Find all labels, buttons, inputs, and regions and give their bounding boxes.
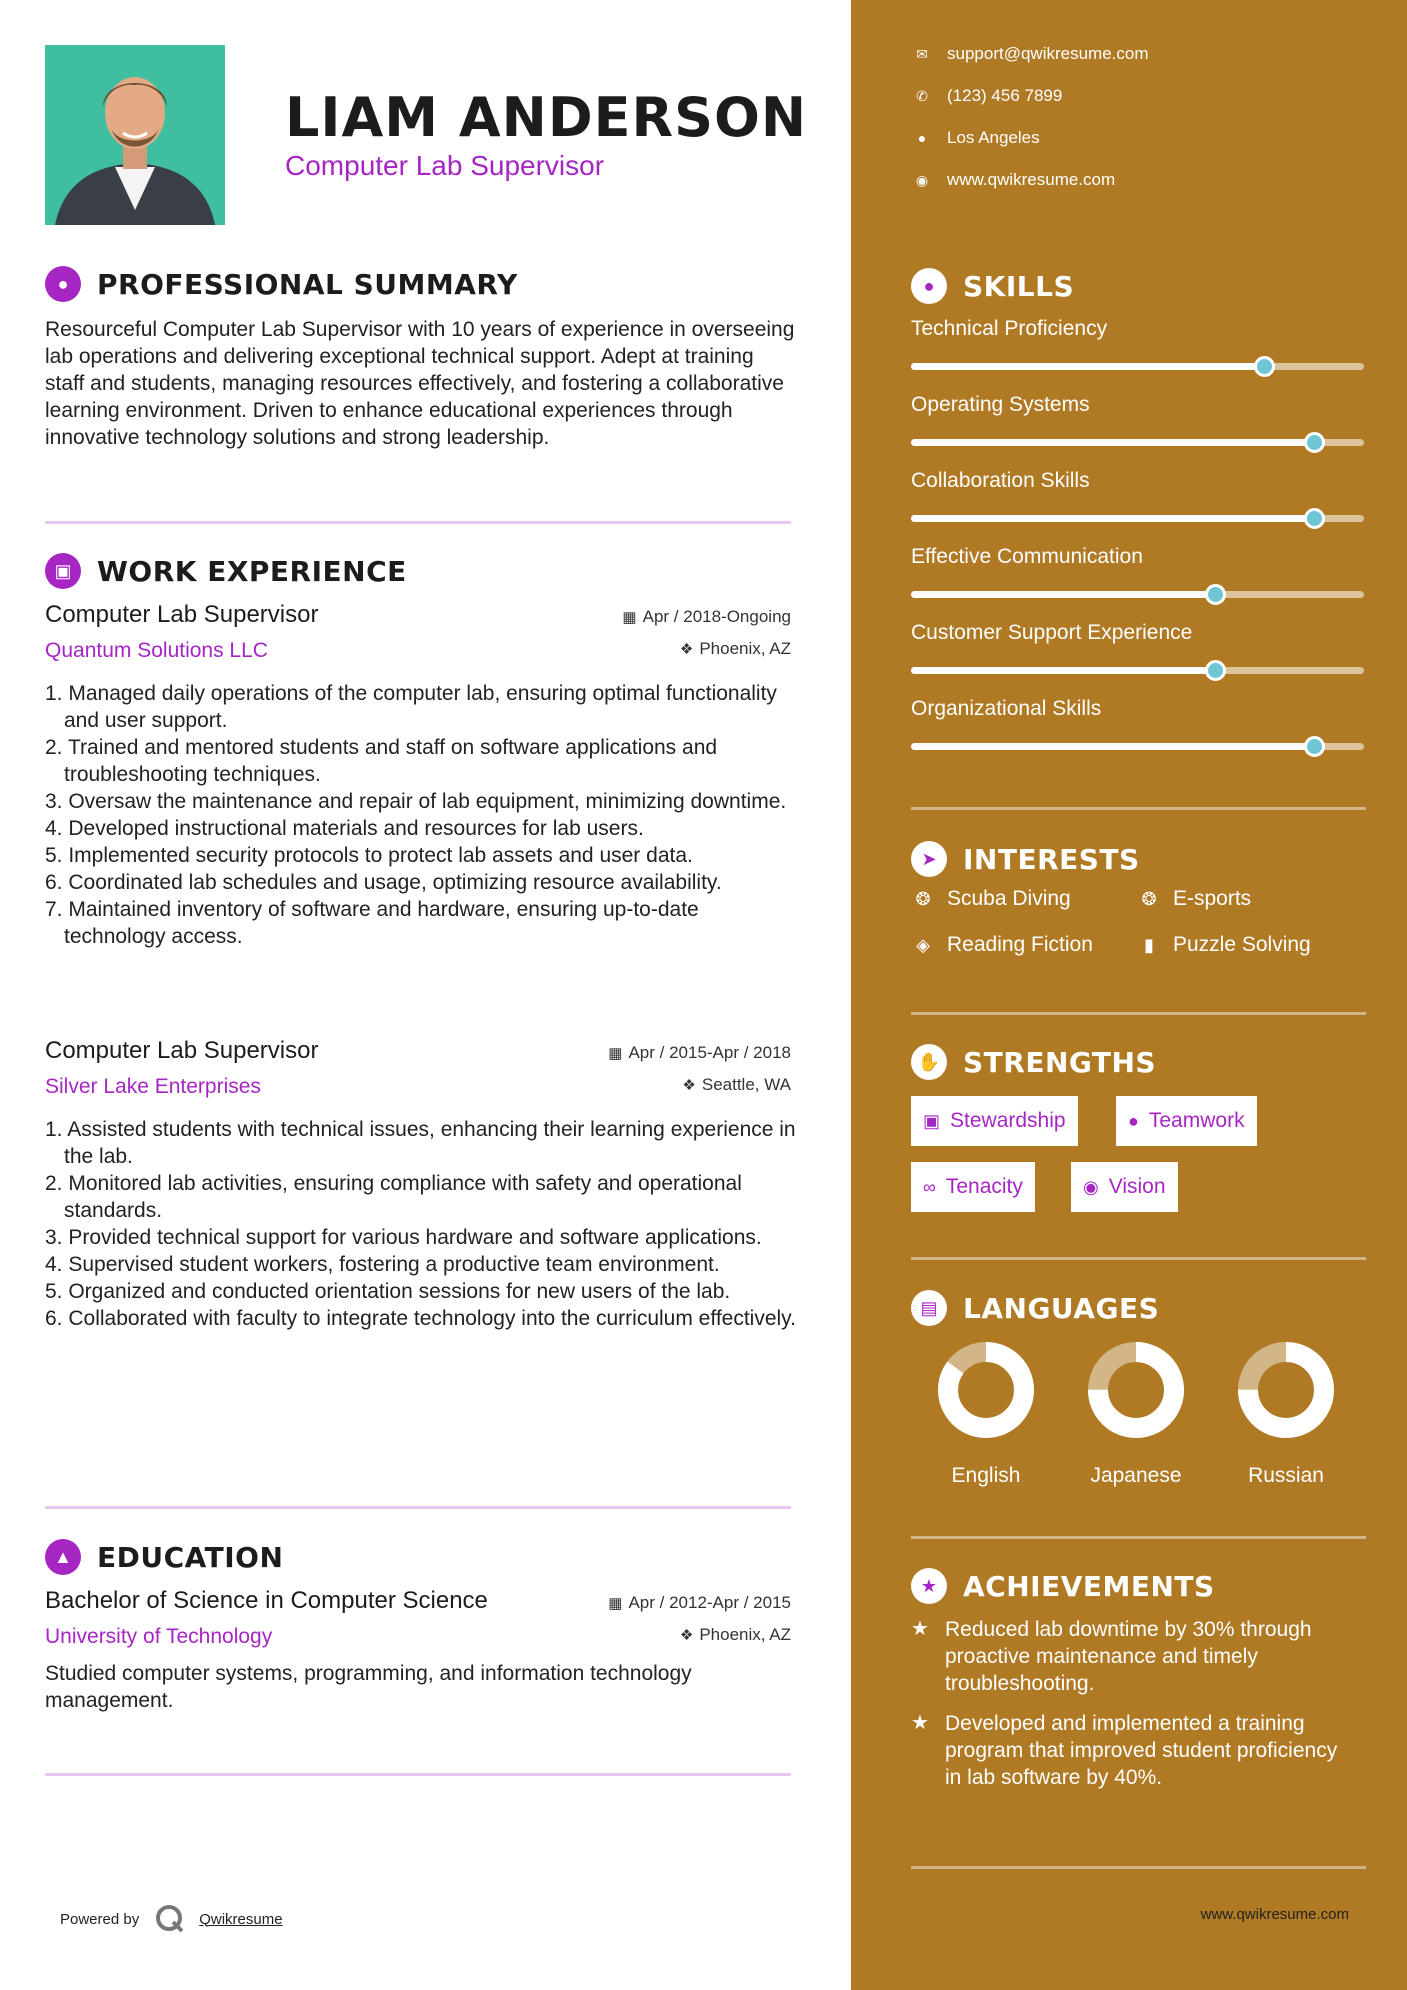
interests-title: INTERESTS bbox=[963, 842, 1140, 876]
fist-icon: ✋ bbox=[911, 1044, 947, 1080]
envelope-icon: ✉ bbox=[916, 45, 928, 62]
interest-item bbox=[1137, 933, 1311, 957]
job-date bbox=[608, 1043, 791, 1063]
language-ring bbox=[1086, 1340, 1186, 1440]
achievement-text: Reduced lab downtime by 30% through proactive maintenance and timely troubleshooting. bbox=[945, 1618, 1312, 1695]
skill-item bbox=[911, 697, 1366, 750]
skill-bar-fill bbox=[911, 743, 1314, 750]
job-location bbox=[680, 639, 791, 659]
job-location-text: Seattle, WA bbox=[701, 1075, 791, 1094]
education-date-text: Apr / 2012-Apr / 2015 bbox=[628, 1593, 791, 1612]
languages-title: LANGUAGES bbox=[963, 1291, 1160, 1325]
strength-label: Tenacity bbox=[945, 1175, 1023, 1198]
strength-chip bbox=[1116, 1096, 1257, 1146]
section-divider bbox=[911, 1257, 1366, 1260]
skill-bar bbox=[911, 363, 1364, 370]
achievement-item bbox=[911, 1710, 1351, 1791]
language-ring bbox=[1236, 1340, 1336, 1440]
education-heading bbox=[45, 1539, 283, 1575]
achievements-title: ACHIEVEMENTS bbox=[963, 1569, 1215, 1603]
skill-item bbox=[911, 545, 1366, 598]
skill-label: Technical Proficiency bbox=[911, 317, 1108, 340]
experience-title: WORK EXPERIENCE bbox=[97, 554, 407, 588]
languages-heading bbox=[911, 1290, 1159, 1326]
pin-icon: ❖ bbox=[679, 1627, 694, 1644]
skill-bar-knob bbox=[1254, 356, 1275, 377]
link-icon: ∞ bbox=[923, 1176, 936, 1197]
list-item: 1. Assisted students with technical issues, enhancing their learning experience in the lab. bbox=[45, 1118, 796, 1168]
powered-by-label: Powered by bbox=[60, 1910, 140, 1928]
chair-icon: ▣ bbox=[45, 553, 81, 589]
strength-label: Stewardship bbox=[950, 1109, 1066, 1132]
job-role: Computer Lab Supervisor bbox=[45, 1037, 319, 1064]
skill-bar-knob bbox=[1304, 508, 1325, 529]
skill-bar-fill bbox=[911, 591, 1215, 598]
section-divider bbox=[911, 1012, 1366, 1015]
qwikresume-logo-icon bbox=[155, 1904, 185, 1934]
paper-plane-icon: ➤ bbox=[911, 841, 947, 877]
star-icon: ★ bbox=[911, 1568, 947, 1604]
interest-item bbox=[911, 887, 1071, 911]
globe-icon: ◉ bbox=[915, 171, 929, 188]
skill-bar-knob bbox=[1205, 660, 1226, 681]
strength-label: Teamwork bbox=[1148, 1109, 1245, 1132]
interest-item bbox=[911, 933, 1093, 957]
phone-icon: ✆ bbox=[916, 87, 928, 104]
list-item: 1. Managed daily operations of the computer lab, ensuring optimal functionality and user support. bbox=[45, 682, 777, 732]
skill-bar-fill bbox=[911, 515, 1314, 522]
star-icon: ★ bbox=[911, 1712, 929, 1734]
achievement-text: Developed and implemented a training program that improved student proficiency in lab software by 40%. bbox=[945, 1712, 1338, 1789]
job-date-text: Apr / 2015-Apr / 2018 bbox=[628, 1043, 791, 1062]
profile-photo-image bbox=[45, 45, 225, 225]
skill-item bbox=[911, 393, 1366, 446]
skill-label: Operating Systems bbox=[911, 393, 1090, 416]
profile-photo bbox=[45, 45, 225, 225]
candidate-name: LIAM ANDERSON bbox=[285, 86, 808, 149]
language-item bbox=[1066, 1340, 1206, 1488]
skill-item bbox=[911, 469, 1366, 522]
skill-bar-fill bbox=[911, 667, 1215, 674]
skill-bar-knob bbox=[1304, 736, 1325, 757]
lifebuoy-icon: ❂ bbox=[915, 888, 931, 909]
language-label: Japanese bbox=[1090, 1464, 1182, 1487]
sidebar bbox=[851, 0, 1407, 1990]
map-pin-icon: ● bbox=[917, 130, 927, 146]
list-item: 2. Trained and mentored students and staff on software applications and troubleshooting techniques. bbox=[45, 736, 718, 786]
skill-item bbox=[911, 317, 1366, 370]
lifebuoy-icon: ❂ bbox=[1141, 888, 1157, 909]
user-icon: ● bbox=[45, 266, 81, 302]
interests-heading bbox=[911, 841, 1140, 877]
job-date bbox=[622, 607, 791, 627]
skill-bar-fill bbox=[911, 363, 1264, 370]
job-date-text: Apr / 2018-Ongoing bbox=[642, 607, 791, 626]
summary-title: PROFESSIONAL SUMMARY bbox=[97, 267, 518, 301]
pin-icon: ❖ bbox=[679, 641, 694, 658]
skill-label: Organizational Skills bbox=[911, 697, 1102, 720]
section-divider bbox=[45, 1506, 791, 1509]
education-location bbox=[680, 1625, 791, 1645]
contact-website[interactable] bbox=[911, 170, 1115, 190]
skill-bar bbox=[911, 743, 1364, 750]
skill-bar-knob bbox=[1304, 432, 1325, 453]
skill-bar bbox=[911, 515, 1364, 522]
skill-bar-fill bbox=[911, 439, 1314, 446]
school: University of Technology bbox=[45, 1625, 273, 1648]
list-item: 4. Supervised student workers, fostering a productive team environment. bbox=[45, 1253, 720, 1276]
strength-chip bbox=[1071, 1162, 1178, 1212]
list-item: 6. Coordinated lab schedules and usage, optimizing resource availability. bbox=[45, 871, 722, 894]
pin-icon: ❖ bbox=[682, 1077, 696, 1094]
language-label: Russian bbox=[1248, 1464, 1324, 1487]
qwikresume-link[interactable]: Qwikresume bbox=[199, 1910, 283, 1928]
job-entry bbox=[45, 1037, 791, 1099]
skills-title: SKILLS bbox=[963, 269, 1075, 303]
skill-item bbox=[911, 621, 1366, 674]
section-divider bbox=[45, 521, 791, 524]
skill-label: Effective Communication bbox=[911, 545, 1143, 568]
powered-by bbox=[60, 1904, 283, 1934]
calendar-icon: ▦ bbox=[608, 1595, 623, 1612]
education-title: EDUCATION bbox=[97, 1540, 284, 1574]
contact-phone-text: (123) 456 7899 bbox=[947, 86, 1063, 105]
skill-label: Collaboration Skills bbox=[911, 469, 1090, 492]
interest-label: E-sports bbox=[1173, 887, 1252, 910]
calendar-icon: ▦ bbox=[622, 609, 637, 626]
contact-email-text: support@qwikresume.com bbox=[947, 44, 1149, 63]
summary-text: Resourceful Computer Lab Supervisor with 10 years of experience in overseeing lab operations and delivering exceptional technical support. Adept at training staff and students, managing resources effectively, and fostering a collaborative learning environment. Driven to enhance educational experiences through innovative technology solutions and strong leadership. bbox=[45, 318, 795, 449]
skill-bar bbox=[911, 591, 1364, 598]
briefcase-icon: ▣ bbox=[923, 1110, 941, 1131]
skill-label: Customer Support Experience bbox=[911, 621, 1193, 644]
skill-bar bbox=[911, 439, 1364, 446]
skill-bar bbox=[911, 667, 1364, 674]
graduate-icon: ▲ bbox=[45, 1539, 81, 1575]
translate-icon: ▤ bbox=[911, 1290, 947, 1326]
language-label: English bbox=[951, 1464, 1021, 1487]
strength-chip bbox=[911, 1096, 1078, 1146]
degree: Bachelor of Science in Computer Science bbox=[45, 1587, 488, 1614]
interest-label: Scuba Diving bbox=[947, 887, 1071, 910]
skills-heading bbox=[911, 268, 1074, 304]
job-company: Quantum Solutions LLC bbox=[45, 639, 268, 662]
strength-chip bbox=[911, 1162, 1035, 1212]
achievements-heading bbox=[911, 1568, 1215, 1604]
list-item: 5. Implemented security protocols to protect lab assets and user data. bbox=[45, 844, 693, 867]
job-duties bbox=[45, 680, 805, 950]
list-item: 6. Collaborated with faculty to integrate technology into the curriculum effectively. bbox=[45, 1307, 796, 1330]
strengths-heading bbox=[911, 1044, 1156, 1080]
education-description: Studied computer systems, programming, and information technology management. bbox=[45, 1662, 692, 1712]
education-location-text: Phoenix, AZ bbox=[699, 1625, 791, 1644]
education-entry bbox=[45, 1587, 791, 1649]
list-item: 3. Oversaw the maintenance and repair of lab equipment, minimizing downtime. bbox=[45, 790, 787, 813]
experience-heading bbox=[45, 553, 407, 589]
language-ring bbox=[936, 1340, 1036, 1440]
list-item: 7. Maintained inventory of software and hardware, ensuring up-to-date technology access. bbox=[45, 898, 699, 948]
book-icon: ▮ bbox=[1144, 934, 1154, 955]
list-item: 5. Organized and conducted orientation sessions for new users of the lab. bbox=[45, 1280, 731, 1303]
contact-phone[interactable] bbox=[911, 86, 1062, 106]
footer-url[interactable]: www.qwikresume.com bbox=[1200, 1906, 1349, 1923]
candidate-title: Computer Lab Supervisor bbox=[285, 150, 605, 181]
gamepad-icon: ◈ bbox=[916, 934, 930, 955]
interest-item bbox=[1137, 887, 1251, 911]
list-item: 4. Developed instructional materials and resources for lab users. bbox=[45, 817, 644, 840]
language-item bbox=[916, 1340, 1056, 1488]
skill-bar-knob bbox=[1205, 584, 1226, 605]
achievement-item bbox=[911, 1616, 1351, 1697]
job-entry bbox=[45, 601, 791, 663]
summary-heading bbox=[45, 266, 518, 302]
contact-location bbox=[911, 128, 1040, 148]
job-role: Computer Lab Supervisor bbox=[45, 601, 319, 628]
contact-email[interactable] bbox=[911, 44, 1149, 64]
users-icon: ● bbox=[1128, 1110, 1139, 1131]
contact-website-text: www.qwikresume.com bbox=[947, 170, 1116, 189]
section-divider bbox=[911, 807, 1366, 810]
section-divider bbox=[911, 1866, 1366, 1869]
job-location bbox=[682, 1075, 791, 1095]
strength-label: Vision bbox=[1108, 1175, 1166, 1198]
lightbulb-icon: ● bbox=[911, 268, 947, 304]
interest-label: Puzzle Solving bbox=[1173, 933, 1311, 956]
binoculars-icon: ◉ bbox=[1083, 1176, 1099, 1197]
section-divider bbox=[45, 1773, 791, 1776]
language-item bbox=[1216, 1340, 1356, 1488]
job-duties bbox=[45, 1116, 805, 1332]
interest-label: Reading Fiction bbox=[947, 933, 1093, 956]
section-divider bbox=[911, 1536, 1366, 1539]
list-item: 2. Monitored lab activities, ensuring compliance with safety and operational standards. bbox=[45, 1172, 742, 1222]
education-date bbox=[608, 1593, 791, 1613]
contact-location-text: Los Angeles bbox=[947, 128, 1040, 147]
job-location-text: Phoenix, AZ bbox=[699, 639, 791, 658]
strengths-title: STRENGTHS bbox=[963, 1045, 1157, 1079]
star-icon: ★ bbox=[911, 1618, 929, 1640]
job-company: Silver Lake Enterprises bbox=[45, 1075, 261, 1098]
calendar-icon: ▦ bbox=[608, 1045, 623, 1062]
list-item: 3. Provided technical support for various hardware and software applications. bbox=[45, 1226, 762, 1249]
